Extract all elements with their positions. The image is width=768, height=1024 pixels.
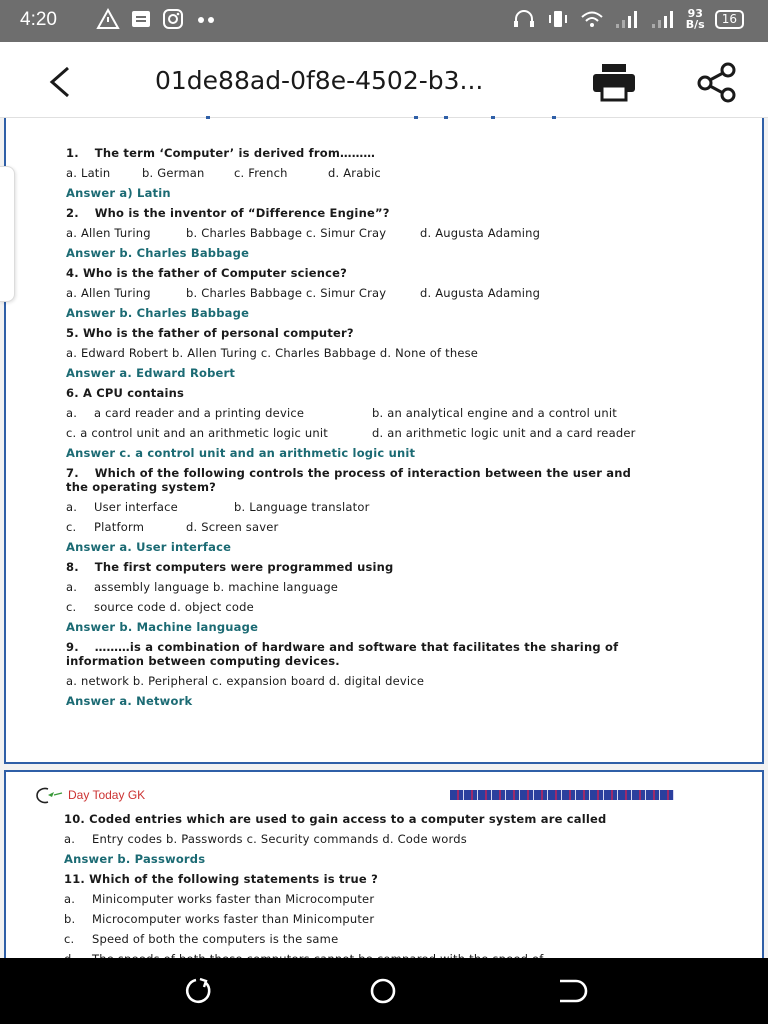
q7-options-cd: c. Platform d. Screen saver [66,520,279,534]
dots-icon [194,8,218,30]
document-viewer[interactable] [0,118,768,958]
q10-answer: Answer b. Passwords [64,852,206,866]
q9-options: a. network b. Peripheral c. expansion board d. digital device [66,674,425,688]
q6-options-cd: c. a control unit and an arithmetic logic unit d. an arithmetic logic unit and a card reader [66,426,636,440]
logo-text: Day Today GK [68,788,146,802]
q11-option-c: c. Speed of both the computers is the same [64,932,339,946]
network-speed [686,8,705,30]
logo-swoosh-icon [34,786,66,804]
q8-options-ab: a. assembly language b. machine language [66,580,339,594]
page-banner [450,790,674,800]
print-icon[interactable] [590,62,638,102]
q5-options: a. Edward Robert b. Allen Turing c. Charles Babbage d. None of these [66,346,479,360]
q11-option-a: a. Minicomputer works faster than Microcomputer [64,892,375,906]
share-icon[interactable] [696,62,738,102]
network-speed-unit: B/s [685,18,705,31]
vibrate-icon [546,8,570,30]
page-top-marks [206,116,556,119]
q2-options: a. Allen Turing b. Charles Babbage c. Simur Cray d. Augusta Adaming [66,226,541,240]
q6-answer: Answer c. a control unit and an arithmetic logic unit [66,446,416,460]
q10-options: a. Entry codes b. Passwords c. Security commands d. Code words [64,832,467,846]
q9-answer: Answer a. Network [66,694,193,708]
signal-icon [614,8,640,30]
signal-icon [650,8,676,30]
q7-options-ab: a. User interface b. Language translator [66,500,370,514]
q8-options-cd: c. source code d. object code [66,600,254,614]
q2-answer: Answer b. Charles Babbage [66,246,250,260]
question-9-line2: information between computing devices. [66,654,340,668]
question-11: 11. Which of the following statements is true ? [64,872,379,886]
q4-options: a. Allen Turing b. Charles Babbage c. Simur Cray d. Augusta Adaming [66,286,541,300]
q7-answer: Answer a. User interface [66,540,232,554]
network-speed-value: 93 [687,7,703,20]
home-icon[interactable] [368,977,398,1005]
status-bar [0,0,768,42]
q4-answer: Answer b. Charles Babbage [66,306,250,320]
notification-icons [96,8,218,30]
message-icon [130,8,152,30]
question-7: 7. Which of the following controls the process of interaction between the user and [66,466,632,480]
scroll-handle[interactable] [0,166,15,302]
navigation-bar [0,958,768,1024]
question-6: 6. A CPU contains [66,386,185,400]
question-1: 1. The term ‘Computer’ is derived from……… [66,146,376,160]
recent-apps-icon[interactable] [182,977,212,1005]
wifi-icon [580,8,604,30]
battery-indicator: 16 [715,10,744,29]
site-logo [34,786,145,804]
status-time: 4:20 [20,9,57,30]
back-arrow-icon[interactable] [42,64,78,100]
question-7-line2: the operating system? [66,480,217,494]
q6-options-ab: a. a card reader and a printing device b. an analytical engine and a control unit [66,406,617,420]
q1-options: a. Latin b. German c. French d. Arabic [66,166,381,180]
back-icon[interactable] [556,977,586,1005]
q8-answer: Answer b. Machine language [66,620,259,634]
q11-option-b: b. Microcomputer works faster than Minicomputer [64,912,375,926]
pdf-page-1 [4,118,764,764]
headset-icon [512,8,536,30]
system-icons [512,8,744,30]
instagram-icon [162,8,184,30]
question-5: 5. Who is the father of personal computer? [66,326,354,340]
question-9: 9. ………is a combination of hardware and software that facilitates the sharing of [66,640,619,654]
pdf-page-2 [4,770,764,970]
question-4: 4. Who is the father of Computer science? [66,266,348,280]
app-bar [0,42,768,118]
question-10: 10. Coded entries which are used to gain access to a computer system are called [64,812,607,826]
warning-icon [96,8,120,30]
q1-answer: Answer a) Latin [66,186,171,200]
q5-answer: Answer a. Edward Robert [66,366,236,380]
document-title: 01de88ad-0f8e-4502-b3... [155,66,484,95]
question-2: 2. Who is the inventor of “Difference Engine”? [66,206,390,220]
question-8: 8. The first computers were programmed using [66,560,394,574]
